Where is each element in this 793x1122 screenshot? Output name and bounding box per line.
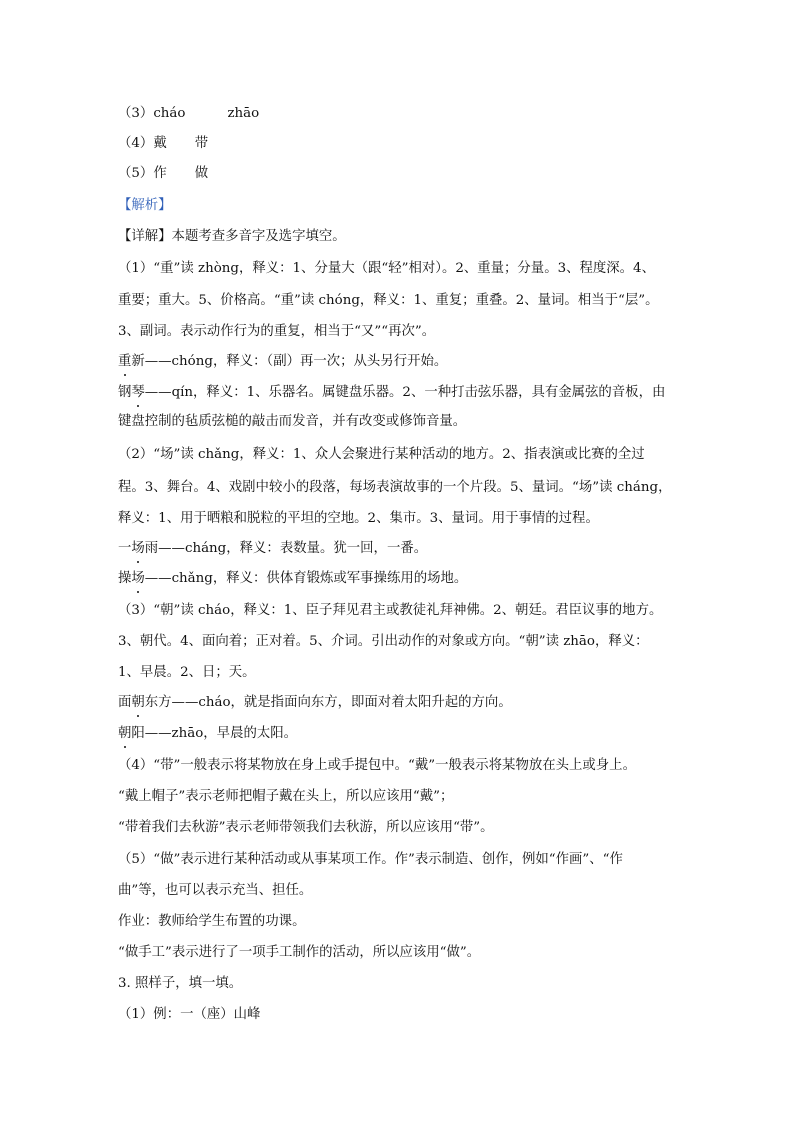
emphasis-char: 朝 bbox=[118, 726, 132, 741]
answer-word: 带 bbox=[194, 136, 209, 151]
para2-example2 bbox=[118, 570, 467, 588]
answer-number: （3） bbox=[118, 106, 154, 121]
answer-word: 做 bbox=[194, 166, 209, 181]
example-text: 一 bbox=[118, 541, 132, 556]
answer-4 bbox=[118, 135, 208, 153]
answer-word: cháo bbox=[153, 106, 186, 121]
para4-line2: “戴上帽子”表示老师把帽子戴在头上，所以应该用“戴”； bbox=[118, 789, 454, 804]
para3-line1: （3）“朝”读 cháo，释义：1、臣子拜见君主或教徒礼拜神佛。2、朝廷。君臣议事的地方。 bbox=[118, 603, 663, 618]
emphasis-char: 朝 bbox=[131, 695, 145, 710]
para5-line2: 曲”等，也可以表示充当、担任。 bbox=[118, 883, 313, 898]
answer-word: 戴 bbox=[153, 136, 167, 151]
question-3-example: （1）例：一（座）山峰 bbox=[118, 1007, 261, 1022]
para2-line3: 释义：1、用于晒粮和脱粒的平坦的空地。2、集市。3、量词。用于事情的过程。 bbox=[118, 511, 599, 526]
para3-line2: 3、朝代。4、面向着；正对着。5、介词。引出动作的对象或方向。“朝”读 zhāo，释义： bbox=[118, 634, 649, 649]
answer-word: 作 bbox=[153, 166, 167, 181]
example-text: ——chǎng，释义：供体育锻炼或军事操练用的场地。 bbox=[144, 571, 468, 586]
example-text: 阳——zhāo，早晨的太阳。 bbox=[131, 726, 298, 741]
example-text: 面 bbox=[118, 695, 132, 710]
para1-line2: 重要；重大。5、价格高。“重”读 chóng，释义：1、重复；重叠。2、量词。相当于“层”。 bbox=[118, 293, 659, 308]
emphasis-char: 重 bbox=[118, 354, 132, 369]
para4-line3: “带着我们去秋游”表示老师带领我们去秋游，所以应该用“带”。 bbox=[118, 820, 494, 835]
example-text: 钢 bbox=[118, 385, 132, 400]
para1-example2 bbox=[118, 384, 665, 402]
para5-line3: 作业：教师给学生布置的功课。 bbox=[118, 914, 306, 929]
example-text: ——qín，释义：1、乐器名。属键盘乐器。2、一种打击弦乐器，具有金属弦的音板，由 bbox=[144, 385, 666, 400]
example-text: 新——chóng，释义：（副）再一次；从头另行开始。 bbox=[131, 354, 448, 369]
para1-example1 bbox=[118, 353, 447, 371]
answer-number: （5） bbox=[118, 166, 154, 181]
para4-line1: （4）“带”一般表示将某物放在身上或手提包中。“戴”一般表示将某物放在头上或身上。 bbox=[118, 758, 636, 773]
answer-5 bbox=[118, 165, 208, 183]
example-text: 雨——cháng，释义：表数量。犹一回，一番。 bbox=[144, 541, 428, 556]
answer-3 bbox=[118, 105, 259, 123]
para3-example2 bbox=[118, 725, 297, 743]
para1-line1: （1）“重”读 zhòng，释义：1、分量大（跟“轻”相对）。2、重量；分量。3、程度深。4、 bbox=[118, 261, 655, 276]
analysis-label: 【解析】 bbox=[118, 198, 172, 213]
detail-heading: 【详解】本题考查多音字及选字填空。 bbox=[118, 229, 346, 244]
para2-line2: 程。3、舞台。4、戏剧中较小的段落，每场表演故事的一个片段。5、量词。“场”读 cháng， bbox=[118, 480, 672, 495]
para1-line3: 3、副词。表示动作行为的重复，相当于“又”“再次”。 bbox=[118, 324, 436, 339]
para5-line1: （5）“做”表示进行某种活动或从事某项工作。作”表示制造、创作，例如“作画”、“作 bbox=[118, 852, 623, 867]
emphasis-char: 场 bbox=[131, 571, 145, 586]
answer-number: （4） bbox=[118, 136, 154, 151]
para3-example1 bbox=[118, 694, 512, 712]
example-text: 东方——cháo，就是指面向东方，即面对着太阳升起的方向。 bbox=[144, 695, 512, 710]
para3-line3: 1、早晨。2、日；天。 bbox=[118, 665, 256, 680]
answer-word: zhāo bbox=[227, 106, 260, 121]
para2-line1: （2）“场”读 chǎng，释义：1、众人会聚进行某种活动的地方。2、指表演或比赛的全过 bbox=[118, 447, 645, 462]
para2-example1 bbox=[118, 540, 427, 558]
question-3-title: 3. 照样子，填一填。 bbox=[118, 976, 243, 991]
emphasis-char: 琴 bbox=[131, 385, 145, 400]
para1-example2-line2: 键盘控制的毡质弦槌的敲击而发音，并有改变或修饰音量。 bbox=[118, 414, 467, 429]
emphasis-char: 场 bbox=[131, 541, 145, 556]
para5-line4: “做手工”表示进行了一项手工制作的活动，所以应该用“做”。 bbox=[118, 945, 481, 960]
example-text: 操 bbox=[118, 571, 132, 586]
